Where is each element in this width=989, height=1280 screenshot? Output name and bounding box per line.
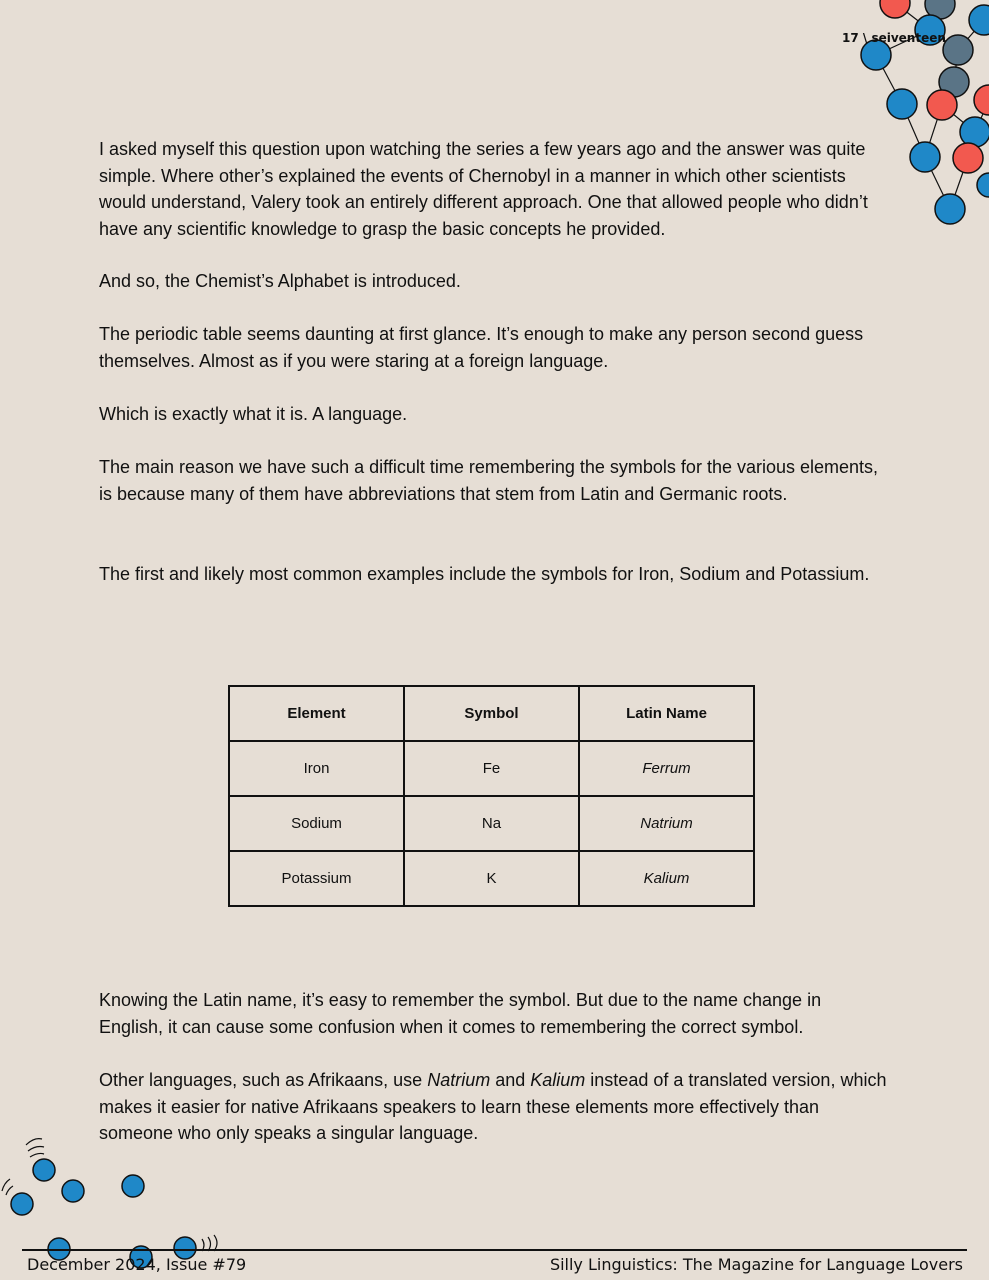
afrikaans-text-3: instead of a translated version, which makes it easier for native Afrikaans speakers to learn these elements more effectively than someone who only speaks a singular language. xyxy=(99,1070,887,1143)
header-symbol: Symbol xyxy=(404,686,579,741)
atom xyxy=(977,173,989,197)
cell-latin-name: Natrium xyxy=(579,796,754,851)
table-row xyxy=(229,796,754,851)
table-header-row xyxy=(229,686,754,741)
atom xyxy=(960,117,989,147)
atom xyxy=(927,90,957,120)
dot xyxy=(122,1175,144,1197)
paragraph-intro: I asked myself this question upon watching the series a few years ago and the answer was quite simple. Where other’s explained the events of Chernobyl in a manner in which other scientists would understand, Valery took an entirely different approach. One that allowed people who didn’t have any scientific knowledge to grasp the basic concepts he provided. xyxy=(99,139,868,239)
cell-element: Potassium xyxy=(229,851,404,906)
cell-symbol: K xyxy=(404,851,579,906)
bouncing-dots xyxy=(11,1159,196,1268)
paragraph-examples: The first and likely most common examples include the symbols for Iron, Sodium and Potassium. xyxy=(99,564,870,584)
natrium-word: Natrium xyxy=(427,1070,491,1090)
cell-latin-name: Kalium xyxy=(579,851,754,906)
header-element: Element xyxy=(229,686,404,741)
atom xyxy=(969,5,989,35)
footer-magazine-title: Silly Linguistics: The Magazine for Language Lovers xyxy=(549,1255,963,1274)
kalium-word: Kalium xyxy=(530,1070,586,1090)
page-number: 17 \ seiventeen xyxy=(842,31,946,45)
table-row xyxy=(229,851,754,906)
elements-table xyxy=(228,685,755,907)
cell-element: Sodium xyxy=(229,796,404,851)
atom xyxy=(974,85,989,115)
cell-symbol: Fe xyxy=(404,741,579,796)
cell-element: Iron xyxy=(229,741,404,796)
atom xyxy=(935,194,965,224)
paragraph-alphabet: And so, the Chemist’s Alphabet is introduced. xyxy=(99,271,461,291)
afrikaans-text-1: Other languages, such as Afrikaans, use xyxy=(99,1070,428,1090)
paragraph-latin-name: Knowing the Latin name, it’s easy to remember the symbol. But due to the name change in English, it can cause some confusion when it comes to remembering the correct symbol. xyxy=(99,990,822,1037)
cell-latin-name: Ferrum xyxy=(579,741,754,796)
atom xyxy=(910,142,940,172)
footer-divider xyxy=(22,1249,967,1251)
atom xyxy=(953,143,983,173)
dot xyxy=(33,1159,55,1181)
header-latin-name: Latin Name xyxy=(579,686,754,741)
table-row xyxy=(229,741,754,796)
cell-symbol: Na xyxy=(404,796,579,851)
motion-lines xyxy=(2,1139,217,1251)
paragraph-main-reason: The main reason we have such a difficult time remembering the symbols for the various elements, is because many of them have abbreviations that stem from Latin and Germanic roots. xyxy=(99,457,879,504)
afrikaans-text-2: and xyxy=(490,1070,531,1090)
paragraph-language: Which is exactly what it is. A language. xyxy=(99,404,408,424)
paragraph-periodic-table: The periodic table seems daunting at first glance. It’s enough to make any person second guess themselves. Almost as if you were staring at a foreign language. xyxy=(99,324,864,371)
dot xyxy=(11,1193,33,1215)
atom xyxy=(943,35,973,65)
atom xyxy=(887,89,917,119)
dot xyxy=(62,1180,84,1202)
footer-issue: December 2024, Issue #79 xyxy=(27,1255,247,1274)
atom xyxy=(880,0,910,18)
